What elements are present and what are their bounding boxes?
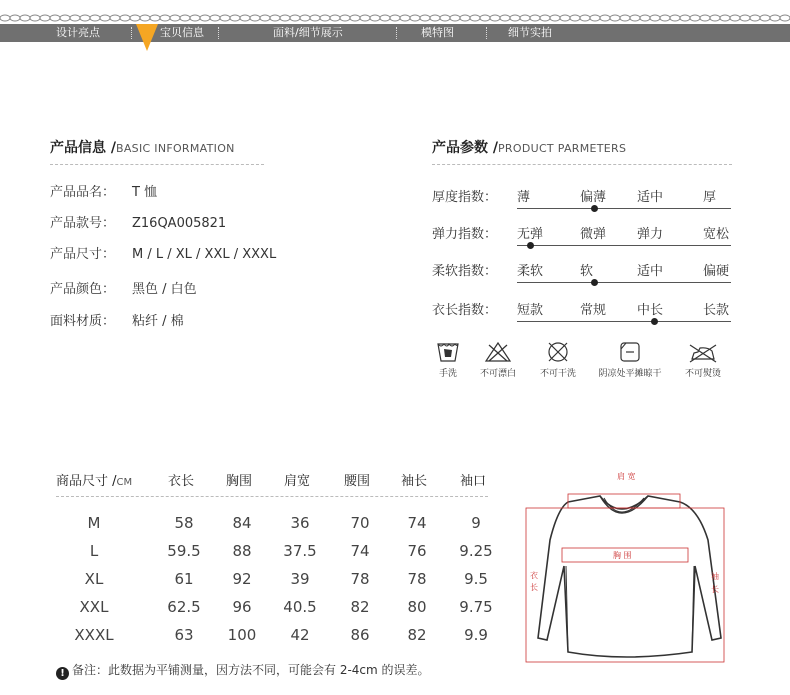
chain-border [0,12,790,24]
size-value: 100 [227,626,257,644]
size-value: 39 [290,570,310,588]
size-table-title: 商品尺寸 /CM [56,474,133,489]
param-scale-line [517,282,731,283]
size-value: 42 [290,626,310,644]
divider [432,164,732,165]
size-value: 9 [471,514,481,532]
size-value: 76 [407,542,427,560]
info-row-material: 面料材质： 粘纤 / 棉 [50,314,184,329]
nav-item-fabric-details[interactable]: 面料/细节展示 [273,26,343,39]
size-value: 9.5 [464,570,488,588]
param-scale-line [517,245,731,246]
care-no-dry-clean: 不可干洗 [536,340,580,379]
param-option: 软 [580,264,594,279]
measurement-note: ! 备注：此数据为平铺测量，因方法不同，可能会有 2-4cm 的误差。 [56,661,430,680]
size-value: 70 [350,514,370,532]
size-label: M [87,514,101,532]
param-option: 薄 [517,190,531,205]
product-params-title: 产品参数 /PRODUCT PARMETERS [432,140,627,156]
info-row-color: 产品颜色： 黑色 / 白色 [50,282,197,297]
shoulder-label: 肩 宽 [617,472,636,481]
size-value: 61 [174,570,194,588]
param-option: 微弹 [580,227,607,242]
size-value: 74 [350,542,370,560]
size-value: 9.9 [464,626,488,644]
param-option: 宽松 [703,227,730,242]
size-label: XL [84,570,104,588]
param-option: 偏硬 [703,264,730,279]
size-label: XXL [79,598,109,616]
size-value: 37.5 [283,542,317,560]
nav-separator [218,27,219,39]
param-selected-dot [527,242,534,249]
param-selected-dot [651,318,658,325]
no-bleach-icon [483,340,513,364]
param-label: 厚度指数： [432,190,498,205]
care-no-bleach: 不可漂白 [474,340,522,379]
param-option: 弹力 [637,227,664,242]
size-label: XXXL [74,626,114,644]
param-label: 弹力指数： [432,227,498,242]
length-label-1: 衣 [530,571,538,580]
nav-bar [0,24,790,42]
size-value: 84 [232,514,252,532]
param-option: 适中 [637,190,664,205]
param-option: 柔软 [517,264,544,279]
size-column-header: 腰围 [344,474,371,489]
no-dry-clean-icon [545,340,571,364]
nav-separator [486,27,487,39]
info-row-style-no: 产品款号： Z16QA005821 [50,216,227,231]
info-row-size: 产品尺寸： M / L / XL / XXL / XXXL [50,247,277,262]
nav-item-model-photos[interactable]: 模特图 [421,26,454,39]
size-column-header: 胸围 [226,474,253,489]
hand-wash-icon [435,340,461,364]
size-column-header: 肩宽 [284,474,311,489]
param-selected-dot [591,279,598,286]
size-column-header: 袖长 [401,474,428,489]
basic-info-title: 产品信息 /BASIC INFORMATION [50,140,235,156]
nav-item-detail-shots[interactable]: 细节实拍 [508,26,552,39]
param-scale-line [517,321,731,322]
size-label: L [89,542,99,560]
size-value: 59.5 [167,542,201,560]
size-value: 92 [232,570,252,588]
length-label-2: 长 [530,583,538,592]
no-iron-icon [686,340,720,364]
nav-separator [396,27,397,39]
size-value: 62.5 [167,598,201,616]
size-value: 82 [350,598,370,616]
param-option: 厚 [703,190,717,205]
size-value: 9.25 [459,542,493,560]
size-value: 74 [407,514,427,532]
nav-item-design-highlights[interactable]: 设计亮点 [56,26,100,39]
param-option: 偏薄 [580,190,607,205]
flat-dry-shade-icon [617,340,643,364]
size-value: 63 [174,626,194,644]
param-option: 长款 [703,303,730,318]
size-column-header: 袖口 [460,474,487,489]
size-value: 40.5 [283,598,317,616]
size-value: 82 [407,626,427,644]
param-option: 无弹 [517,227,544,242]
sleeve-label-1: 袖 [711,572,719,581]
size-value: 78 [407,570,427,588]
size-value: 36 [290,514,310,532]
size-value: 96 [232,598,252,616]
nav-item-product-info[interactable]: 宝贝信息 [160,26,204,39]
exclamation-icon: ! [56,667,69,680]
active-nav-pointer-icon [136,24,158,52]
divider [50,164,264,165]
size-value: 9.75 [459,598,493,616]
size-column-header: 衣长 [168,474,195,489]
param-scale-line [517,208,731,209]
param-option: 中长 [637,303,664,318]
param-selected-dot [591,205,598,212]
size-value: 80 [407,598,427,616]
care-flat-dry-shade: 阴凉处平摊晾干 [594,340,666,379]
size-value: 78 [350,570,370,588]
sleeve-label-2: 长 [711,585,719,594]
care-no-iron: 不可熨烫 [680,340,726,379]
size-value: 86 [350,626,370,644]
param-label: 柔软指数： [432,264,498,279]
param-option: 适中 [637,264,664,279]
care-hand-wash: 手洗 [433,340,463,379]
param-option: 短款 [517,303,544,318]
chest-label: 胸 围 [613,551,632,560]
param-option: 常规 [580,303,607,318]
divider [56,496,488,497]
param-label: 衣长指数： [432,303,498,318]
size-value: 58 [174,514,194,532]
size-value: 88 [232,542,252,560]
tshirt-measurement-diagram [520,470,730,670]
info-row-name: 产品品名： T 恤 [50,185,158,200]
nav-separator [131,27,132,39]
